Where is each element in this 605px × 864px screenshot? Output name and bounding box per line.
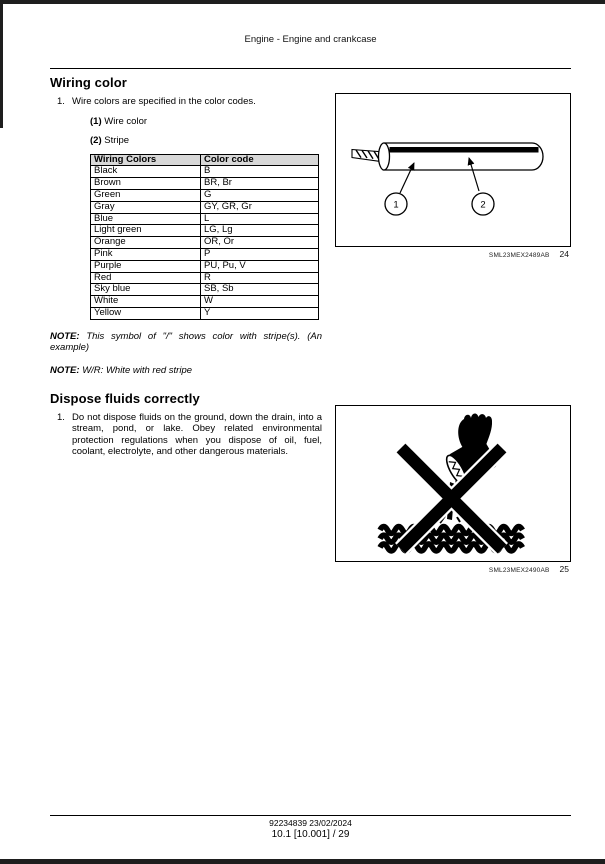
table-cell: Light green — [91, 225, 201, 237]
note-wr-example — [50, 365, 322, 377]
wiring-list-item — [50, 96, 322, 108]
table-row — [91, 189, 319, 201]
figure-number: 25 — [559, 564, 569, 574]
table-cell: OR, Or — [201, 237, 319, 249]
table-row — [91, 201, 319, 213]
legend-item-stripe — [90, 135, 322, 146]
page-edge-top — [0, 0, 605, 4]
table-row — [91, 296, 319, 308]
list-number: 1. — [57, 96, 65, 107]
table-row — [91, 213, 319, 225]
footer-page-number: 10.1 [10.001] / 29 — [271, 829, 350, 840]
table-row — [91, 225, 319, 237]
table-row — [91, 178, 319, 190]
table-cell: Pink — [91, 248, 201, 260]
legend-number: (2) — [90, 134, 102, 146]
figure-caption — [335, 564, 571, 574]
table-cell: B — [201, 166, 319, 178]
wire-body — [379, 143, 544, 170]
legend-label: Wire color — [104, 115, 148, 127]
table-row — [91, 260, 319, 272]
dispose-pictogram — [336, 406, 569, 556]
table-cell: White — [91, 296, 201, 308]
table-cell: Purple — [91, 260, 201, 272]
table-cell: LG, Lg — [201, 225, 319, 237]
table-cell: Orange — [91, 237, 201, 249]
col-header-wiring-colors: Wiring Colors — [91, 154, 201, 166]
table-row — [91, 272, 319, 284]
figure-caption — [335, 249, 571, 259]
col-header-color-code: Color code — [201, 154, 319, 166]
figure-number: 24 — [559, 249, 569, 259]
table-cell: Red — [91, 272, 201, 284]
table-cell: W — [201, 296, 319, 308]
table-cell: Y — [201, 307, 319, 319]
callout-1-number: 1 — [393, 199, 399, 211]
figure-dispose-fluids — [335, 405, 571, 574]
table-row — [91, 237, 319, 249]
table-cell: L — [201, 213, 319, 225]
legend-number: (1) — [90, 115, 102, 127]
table-cell: Yellow — [91, 307, 201, 319]
figure-code: SML23MEX2490AB — [488, 567, 550, 574]
table-row — [91, 166, 319, 178]
list-number: 1. — [57, 411, 65, 423]
callout-2 — [472, 193, 494, 215]
wiring-table-body — [91, 166, 319, 319]
note-prefix: NOTE: — [50, 330, 80, 342]
table-cell: R — [201, 272, 319, 284]
callout-2-number: 2 — [480, 199, 486, 211]
table-cell: Brown — [91, 178, 201, 190]
table-cell: GY, GR, Gr — [201, 201, 319, 213]
legend-item-wire-color — [90, 116, 322, 127]
note-stripe-symbol — [50, 331, 322, 354]
wire-illustration — [336, 94, 569, 241]
main-text-column — [50, 69, 322, 458]
page-footer — [50, 815, 571, 840]
table-row — [91, 307, 319, 319]
figure-code: SML23MEX2489AB — [488, 252, 550, 259]
list-text: Wire colors are specified in the color codes. — [72, 96, 256, 107]
running-header: Engine - Engine and crankcase — [244, 34, 377, 45]
note-text: W/R: White with red stripe — [82, 364, 193, 376]
table-cell: G — [201, 189, 319, 201]
table-row — [91, 248, 319, 260]
section-title-dispose-fluids: Dispose fluids correctly — [50, 390, 200, 406]
figure-legend — [90, 116, 322, 146]
wiring-colors-table — [90, 154, 319, 320]
page-edge-left — [0, 0, 3, 128]
dispose-list-item — [50, 412, 322, 458]
table-cell: BR, Br — [201, 178, 319, 190]
note-prefix: NOTE: — [50, 364, 80, 376]
table-cell: SB, Sb — [201, 284, 319, 296]
table-cell: Sky blue — [91, 284, 201, 296]
list-text: Do not dispose fluids on the ground, down the drain, into a stream, pond, or lake. Obey related environmental protection regulations when you dispose of oil, fuel, coolant, electrolyte, and other dangerous materials. — [72, 411, 322, 458]
callout-1 — [385, 193, 407, 215]
table-cell: Green — [91, 189, 201, 201]
table-cell: Blue — [91, 213, 201, 225]
table-cell: PU, Pu, V — [201, 260, 319, 272]
table-cell: Gray — [91, 201, 201, 213]
figure-frame — [335, 93, 571, 247]
figure-wire-color — [335, 93, 571, 259]
legend-label: Stripe — [104, 134, 130, 146]
page-edge-bottom — [0, 859, 605, 864]
footer-doc-number-date: 92234839 23/02/2024 — [269, 818, 352, 828]
table-row — [91, 284, 319, 296]
table-cell: P — [201, 248, 319, 260]
wire-stripe — [390, 147, 539, 153]
note-text: This symbol of "/" shows color with stripe(s). (An example) — [50, 330, 323, 354]
section-title-wiring-color: Wiring color — [50, 75, 127, 90]
table-cell: Black — [91, 166, 201, 178]
figure-frame — [335, 405, 571, 562]
table-header-row — [91, 154, 319, 166]
